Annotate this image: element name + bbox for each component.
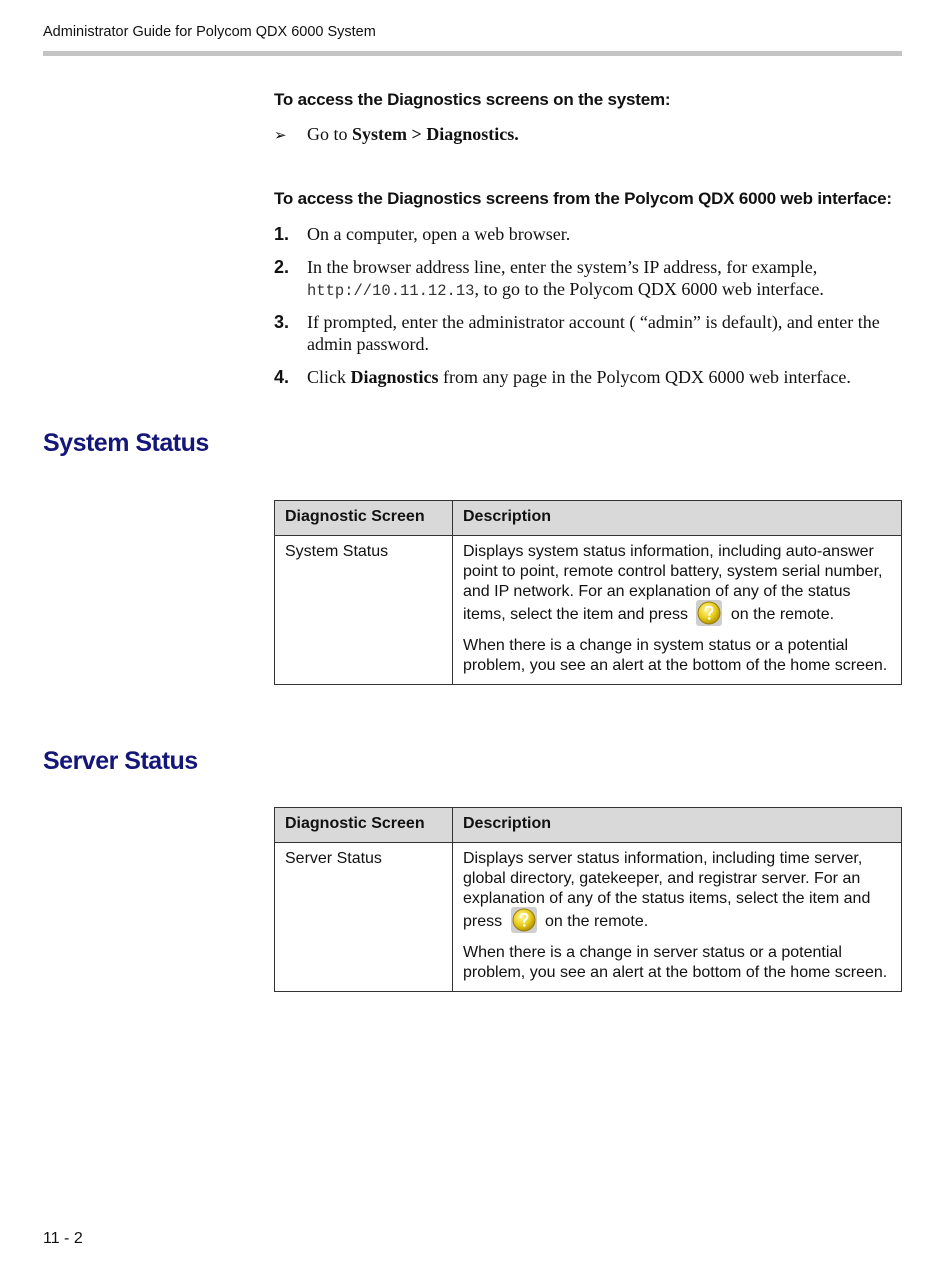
description-cell [453, 843, 902, 992]
procedure-step-3 [274, 311, 904, 355]
step-text: On a computer, open a web browser. [307, 224, 571, 244]
step-number: 4. [274, 367, 290, 387]
description-text-after: on the remote. [730, 606, 835, 624]
table-row [275, 843, 902, 992]
step-text-after: , to go to the Polycom QDX 6000 web interface. [474, 279, 824, 299]
step-number: 1. [274, 224, 290, 244]
procedure-title-system: To access the Diagnostics screens on the system: [274, 90, 671, 109]
table-header-row [275, 808, 902, 843]
menu-path: System > Diagnostics. [352, 124, 519, 144]
column-header-diagnostic-screen: Diagnostic Screen [275, 808, 453, 843]
column-header-diagnostic-screen: Diagnostic Screen [275, 501, 453, 536]
running-header: Administrator Guide for Polycom QDX 6000 System [43, 24, 376, 40]
table-header-row [275, 501, 902, 536]
step-number: 3. [274, 312, 290, 332]
procedure-step-1 [274, 223, 904, 245]
description-cell [453, 536, 902, 685]
description-text: Displays server status information, including time server, global directory, gatekeeper, and registrar server. For an explanation of any of the status items, select the item and press [463, 850, 871, 931]
step-text: Click [307, 367, 351, 387]
procedure-step-system [274, 123, 904, 145]
help-button-icon [511, 907, 537, 933]
procedure-step-4 [274, 366, 904, 388]
diagnostic-screen-name: Server Status [275, 843, 453, 992]
header-rule [43, 51, 902, 56]
step-number: 2. [274, 257, 290, 277]
description-text: Displays system status information, including auto-answer point to point, remote control battery, system serial number, and IP network. For an explanation of any of the status items, select the item and press [463, 543, 883, 624]
description-alert-note: When there is a change in server status or a potential problem, you see an alert at the bottom of the home screen. [463, 944, 888, 981]
step-text: In the browser address line, enter the system’s IP address, for example, [307, 257, 818, 277]
section-heading-system-status: System Status [43, 429, 209, 457]
procedure-step-2 [274, 256, 904, 302]
column-header-description: Description [453, 808, 902, 843]
step-text-after: from any page in the Polycom QDX 6000 web interface. [438, 367, 851, 387]
description-alert-note: When there is a change in system status or a potential problem, you see an alert at the bottom of the home screen. [463, 637, 888, 674]
system-status-table [274, 500, 902, 685]
diagnostic-screen-name: System Status [275, 536, 453, 685]
table-row [275, 536, 902, 685]
help-button-icon [696, 600, 722, 626]
server-status-table [274, 807, 902, 992]
column-header-description: Description [453, 501, 902, 536]
section-heading-server-status: Server Status [43, 747, 198, 775]
example-url: http://10.11.12.13 [307, 282, 475, 300]
description-text-after: on the remote. [545, 913, 649, 931]
step-text: If prompted, enter the administrator account ( “admin” is default), and enter the admin password. [307, 312, 880, 354]
procedure-title-web: To access the Diagnostics screens from the Polycom QDX 6000 web interface: [274, 189, 892, 208]
step-text: Go to [307, 124, 352, 144]
arrow-bullet-icon: ➢ [274, 126, 287, 144]
diagnostics-term: Diagnostics [350, 367, 439, 387]
page-number: 11 - 2 [43, 1230, 83, 1247]
